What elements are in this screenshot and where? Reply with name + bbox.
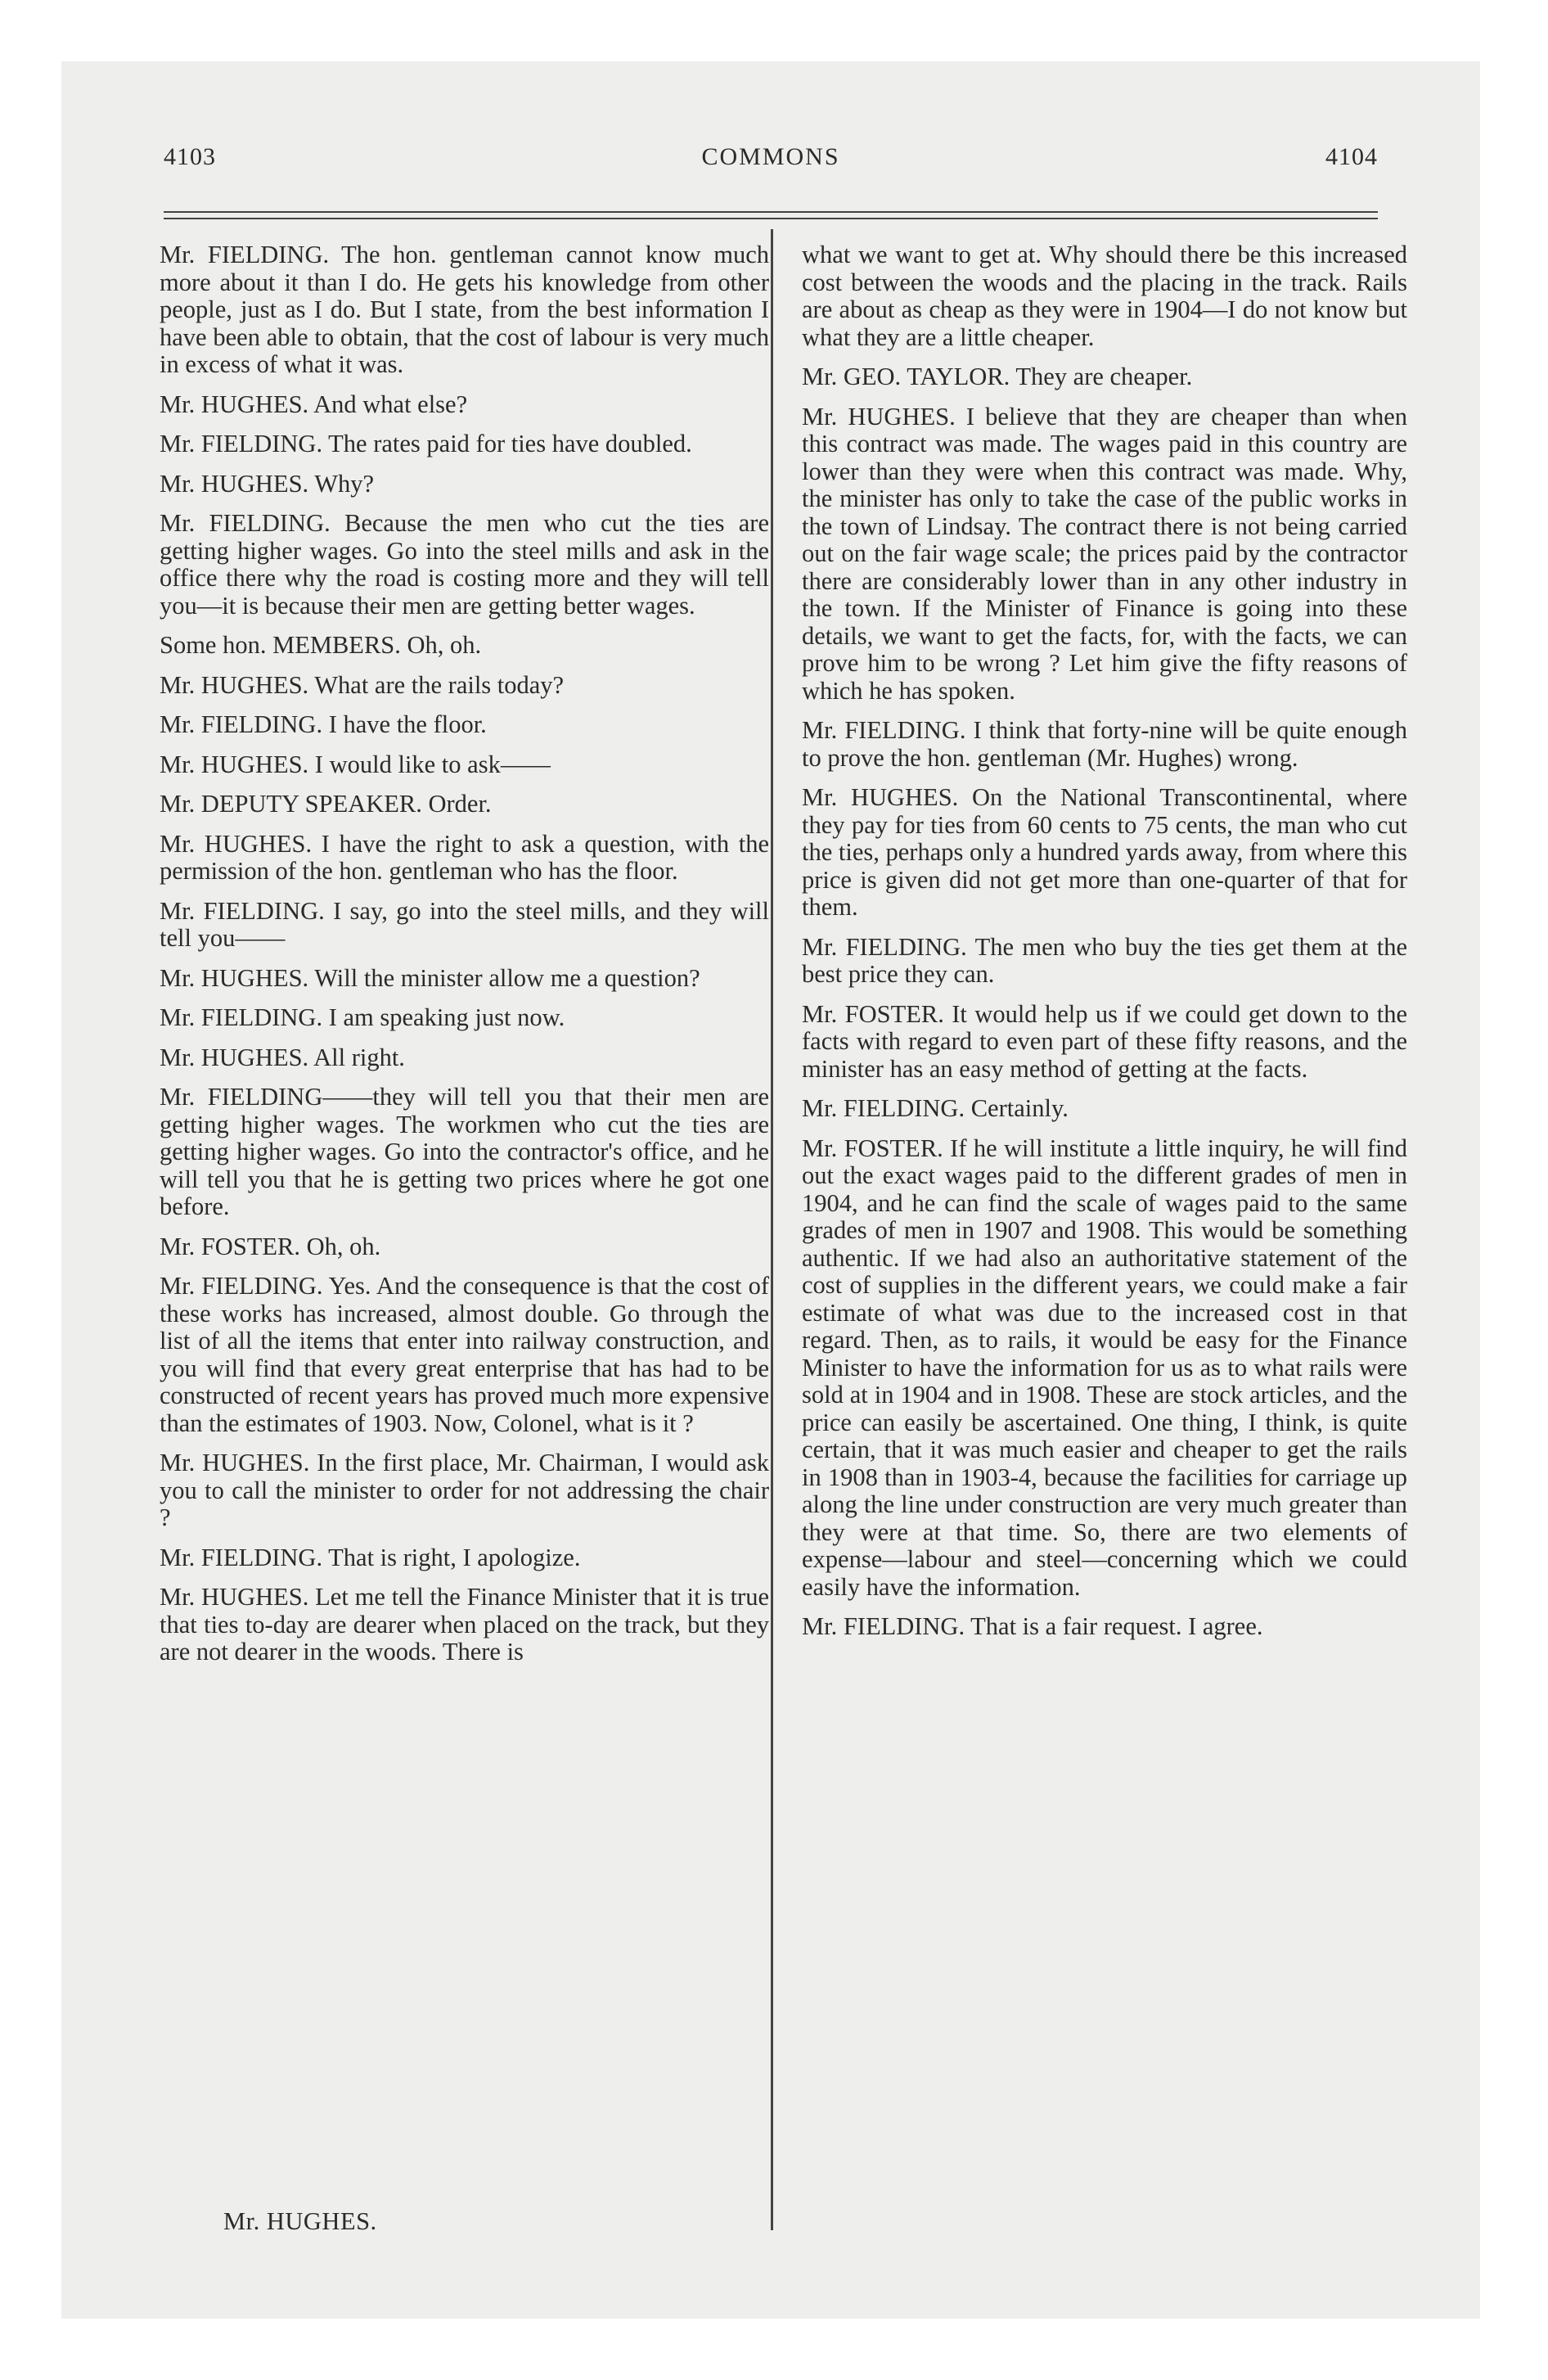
column-divider xyxy=(771,229,773,2230)
page-number-right: 4104 xyxy=(1325,143,1378,170)
paragraph: Mr. HUGHES. In the first place, Mr. Chairman, I would ask you to call the minister to order for not addressing the chair ? xyxy=(160,1449,769,1531)
footer-speaker-name: Mr. HUGHES. xyxy=(223,2207,377,2235)
paragraph: Mr. FIELDING. I have the floor. xyxy=(160,710,487,738)
paragraph: Mr. FIELDING. The rates paid for ties have doubled. xyxy=(160,430,692,458)
paragraph: Mr. FIELDING. Certainly. xyxy=(802,1094,1069,1122)
paragraph: Mr. FIELDING. I say, go into the steel mills, and they will tell you—— xyxy=(160,896,769,952)
paragraph: Mr. HUGHES. What are the rails today? xyxy=(160,670,565,699)
right-column xyxy=(802,241,1407,1653)
paragraph: Mr. FOSTER. Oh, oh. xyxy=(160,1232,381,1260)
paragraph: Mr. HUGHES. Let me tell the Finance Minister that it is true that ties to-day are dearer when placed on the track, but they are not dearer in the woods. There is xyxy=(160,1583,769,1666)
paragraph: Mr. FIELDING. I am speaking just now. xyxy=(160,1003,565,1031)
header-rule-top xyxy=(164,211,1378,213)
paragraph: Mr. HUGHES. I would like to ask—— xyxy=(160,750,551,778)
paragraph: Mr. HUGHES. All right. xyxy=(160,1043,405,1071)
paragraph: Mr. HUGHES. Why? xyxy=(160,469,375,498)
paragraph: Mr. FIELDING. Because the men who cut the ties are getting higher wages. Go into the steel mills and ask in the office there why the road is costing more and they will tell you—it is because their men are getting better wages. xyxy=(160,509,769,620)
document-page xyxy=(61,61,1480,2319)
paragraph: Mr. HUGHES. And what else? xyxy=(160,390,468,418)
left-column xyxy=(160,241,769,1679)
page-number-left: 4103 xyxy=(164,143,216,170)
paragraph: Mr. FIELDING. Yes. And the consequence is that the cost of these works has increased, almost double. Go through the list of all the items that enter into railway construction, and you will find that every great enterprise that has had to be constructed of recent years has proved much more expensive than the estimates of 1903. Now, Colonel, what is it ? xyxy=(160,1272,769,1437)
paragraph: Mr. HUGHES. I believe that they are cheaper than when this contract was made. The wages paid in this country are lower than they were when this contract was made. Why, the minister has only to take the case of the public works in the town of Lindsay. The contract there is not being carried out on the fair wage scale; the prices paid by the contractor there are considerably lower than in any other industry in the town. If the Minister of Finance is going into these details, we want to get the facts, for, with the facts, we can prove him to be wrong ? Let him give the fifty reasons of which he has spoken. xyxy=(802,402,1407,705)
paragraph: Mr. HUGHES. Will the minister allow me a question? xyxy=(160,963,700,992)
paragraph: Mr. HUGHES. On the National Transcontinental, where they pay for ties from 60 cents to 75 cents, the man who cut the ties, perhaps only a hundred yards away, from where this price is given did not get more than one-quarter of that for them. xyxy=(802,783,1407,921)
running-title: COMMONS xyxy=(701,143,840,170)
paragraph: Mr. FOSTER. It would help us if we could get down to the facts with regard to even part of these fifty reasons, and the minister has an easy method of getting at the facts. xyxy=(802,999,1407,1083)
paragraph: Mr. FIELDING. The men who buy the ties get them at the best price they can. xyxy=(802,932,1407,988)
paragraph: what we want to get at. Why should there be this increased cost between the woods and the placing in the track. Rails are about as cheap as they were in 1904—I do not know but what they are a little cheaper. xyxy=(802,241,1407,351)
paragraph: Mr. FIELDING. The hon. gentleman cannot know much more about it than I do. He gets his knowledge from other people, just as I do. But I state, from the best information I have been able to obtain, that the cost of labour is very much in excess of what it was. xyxy=(160,241,769,378)
paragraph: Mr. FIELDING. That is a fair request. I agree. xyxy=(802,1612,1263,1640)
page-header xyxy=(164,143,1378,192)
paragraph: Mr. HUGHES. I have the right to ask a question, with the permission of the hon. gentleman who has the floor. xyxy=(160,829,769,885)
paragraph: Mr. FOSTER. If he will institute a little inquiry, he will find out the exact wages paid to the different grades of men in 1904, and he can find the scale of wages paid to the same grades of men in 1907 and 1908. This would be something authentic. If we had also an authoritative statement of the cost of supplies in the different years, we could make a fair estimate of what was due to the increased cost in that regard. Then, as to rails, it would be easy for the Finance Minister to have the information for us as to what rails were sold at in 1904 and in 1908. These are stock articles, and the price can easily be ascertained. One thing, I think, is quite certain, that it was much easier and cheaper to get the rails in 1908 than in 1903-4, because the facilities for carriage up along the line under construction are very much greater than they were at that time. So, there are two elements of expense—labour and steel—concerning which we could easily have the information. xyxy=(802,1134,1407,1601)
paragraph: Mr. FIELDING. I think that forty-nine will be quite enough to prove the hon. gentleman (Mr. Hughes) wrong. xyxy=(802,716,1407,772)
paragraph: Mr. GEO. TAYLOR. They are cheaper. xyxy=(802,363,1193,390)
paragraph: Mr. FIELDING——they will tell you that their men are getting higher wages. The workmen who cut the ties are getting higher wages. Go into the contractor's office, and he will tell you that he is getting two prices where he got one before. xyxy=(160,1083,769,1220)
paragraph: Mr. DEPUTY SPEAKER. Order. xyxy=(160,790,492,818)
header-rule-bottom xyxy=(164,218,1378,219)
paragraph: Mr. FIELDING. That is right, I apologize. xyxy=(160,1543,581,1571)
paragraph: Some hon. MEMBERS. Oh, oh. xyxy=(160,631,482,659)
